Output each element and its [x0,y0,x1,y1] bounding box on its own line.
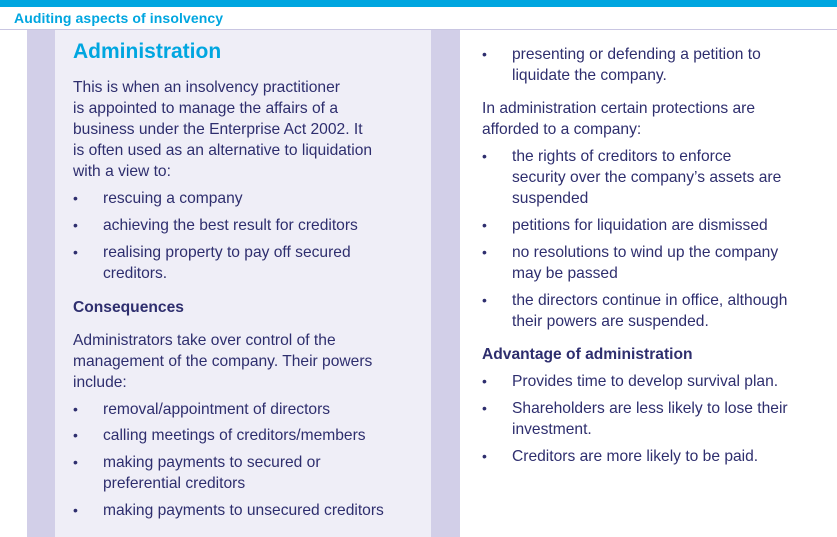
bullet-icon: • [482,244,487,260]
bullet-icon: • [73,502,78,518]
list-item: • realising property to pay off secured creditors. [73,244,351,282]
bullet-icon: • [482,448,487,464]
left-margin-stripe [27,30,55,537]
bullet-icon: • [73,190,78,206]
list-item: • Provides time to develop survival plan. [482,373,779,390]
bullet-icon: • [73,454,78,470]
intro-line: This is when an insolvency practitioner [73,79,340,96]
section-title: Administration [73,40,222,63]
top-accent-bar [0,0,837,7]
list-item: • presenting or defending a petition to liquidate the company. [482,46,761,84]
intro-paragraph [73,77,431,182]
powers-continued-list [482,44,837,86]
protections-paragraph: In administration certain protections are afforded to a company: [482,100,756,138]
left-column [55,30,431,537]
list-item: • making payments to secured or preferential creditors [73,454,321,492]
list-item: • calling meetings of creditors/members [73,427,366,444]
intro-line: with a view to: [73,163,171,180]
list-item: • no resolutions to wind up the company may be passed [482,244,779,282]
list-item: • rescuing a company [73,190,243,207]
page-header [0,7,837,30]
header-title: Auditing aspects of insolvency [14,10,224,26]
list-item: • the rights of creditors to enforce security over the company’s assets are suspended [482,148,782,207]
bullet-icon: • [73,427,78,443]
bullet-icon: • [482,217,487,233]
list-item: • Creditors are more likely to be paid. [482,448,759,465]
protections-list [482,146,837,332]
list-item: • Shareholders are less likely to lose their investment. [482,400,788,438]
bullet-icon: • [482,46,487,62]
bullet-icon: • [482,292,487,308]
bullet-icon: • [482,373,487,389]
consequences-paragraph: Administrators take over control of the management of the company. Their powers include: [73,332,373,391]
bullet-icon: • [73,244,78,260]
advantages-list [482,371,837,467]
intro-line: business under the Enterprise Act 2002. It [73,121,363,138]
middle-stripe [431,30,460,537]
list-item: • petitions for liquidation are dismissed [482,217,768,234]
right-column [460,30,837,537]
intro-line: is appointed to manage the affairs of a [73,100,338,117]
powers-list [73,399,431,521]
list-item: • removal/appointment of directors [73,401,331,418]
consequences-heading: Consequences [73,299,184,316]
bullet-icon: • [482,148,487,164]
bullet-icon: • [73,401,78,417]
bullet-icon: • [482,400,487,416]
aims-list [73,188,431,284]
list-item: • achieving the best result for creditors [73,217,358,234]
intro-line: is often used as an alternative to liquidation [73,142,373,159]
list-item: • the directors continue in office, although their powers are suspended. [482,292,788,330]
bullet-icon: • [73,217,78,233]
advantage-heading: Advantage of administration [482,346,693,363]
list-item: • making payments to unsecured creditors [73,502,384,519]
